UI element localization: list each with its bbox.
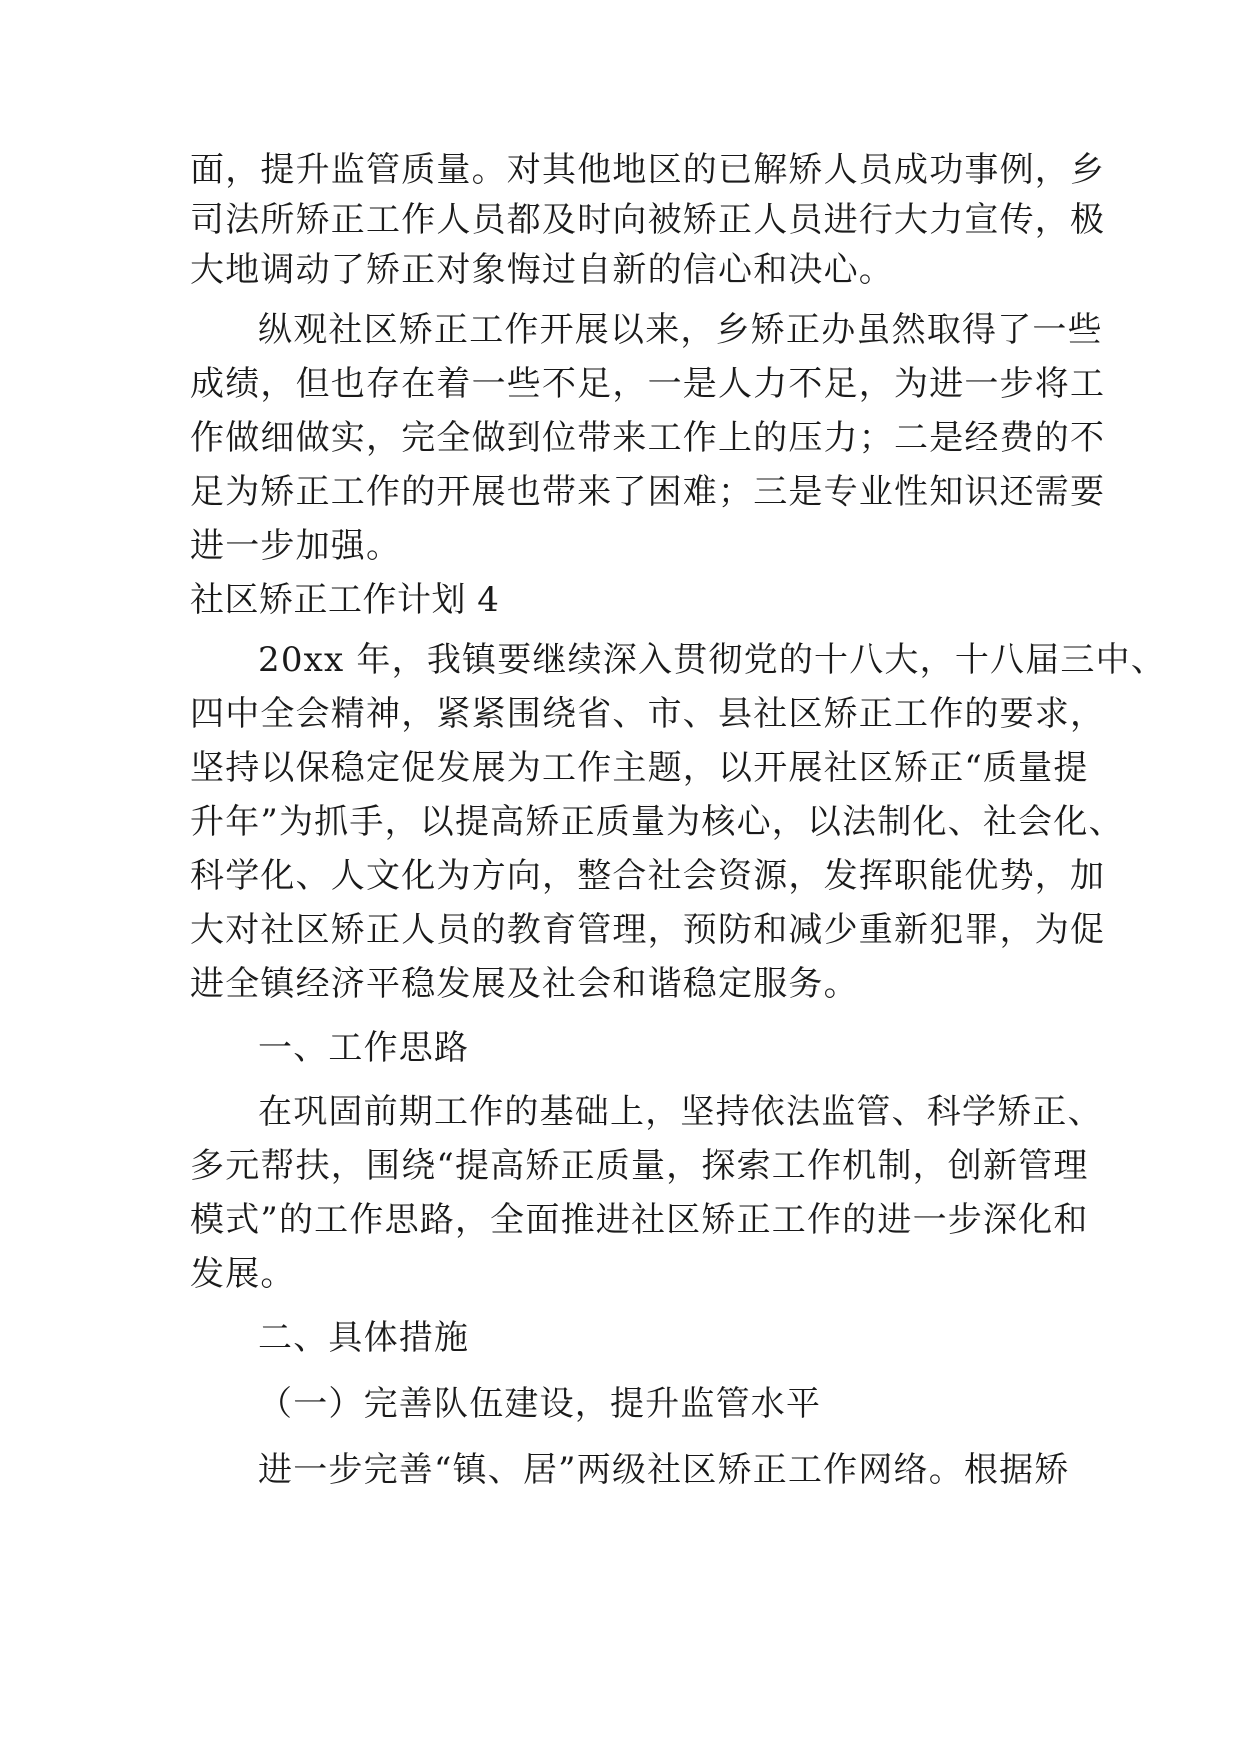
- section-heading: 一、工作思路: [258, 1028, 470, 1068]
- paragraph-line: 纵观社区矫正工作开展以来，乡矫正办虽然取得了一些: [258, 310, 1103, 350]
- paragraph-line: 坚持以保稳定促发展为工作主题，以开展社区矫正“质量提: [190, 748, 1089, 788]
- paragraph-line: 进一步加强。: [190, 526, 402, 566]
- paragraph-line: 发展。: [190, 1254, 296, 1294]
- paragraph-line: 模式”的工作思路，全面推进社区矫正工作的进一步深化和: [190, 1200, 1089, 1240]
- paragraph-line: 升年”为抓手，以提高矫正质量为核心，以法制化、社会化、: [190, 802, 1124, 842]
- section-heading: 二、具体措施: [258, 1318, 470, 1358]
- paragraph-line: 四中全会精神，紧紧围绕省、市、县社区矫正工作的要求，: [190, 694, 1106, 734]
- paragraph-line: 多元帮扶，围绕“提高矫正质量，探索工作机制，创新管理: [190, 1146, 1089, 1186]
- paragraph-line: 司法所矫正工作人员都及时向被矫正人员进行大力宣传，极: [190, 200, 1106, 240]
- paragraph-line: 作做细做实，完全做到位带来工作上的压力；二是经费的不: [190, 418, 1106, 458]
- paragraph-line: 大地调动了矫正对象悔过自新的信心和决心。: [190, 250, 894, 290]
- subsection-heading: （一）完善队伍建设，提升监管水平: [258, 1384, 822, 1424]
- paragraph-line: 面，提升监管质量。对其他地区的已解矫人员成功事例，乡: [190, 150, 1106, 190]
- section-title: 社区矫正工作计划 4: [190, 580, 500, 620]
- paragraph-line: 成绩，但也存在着一些不足，一是人力不足，为进一步将工: [190, 364, 1106, 404]
- paragraph-line: 科学化、人文化为方向，整合社会资源，发挥职能优势，加: [190, 856, 1106, 896]
- paragraph-line: 进全镇经济平稳发展及社会和谐稳定服务。: [190, 964, 859, 1004]
- paragraph-line: 大对社区矫正人员的教育管理，预防和减少重新犯罪，为促: [190, 910, 1106, 950]
- paragraph-line: 20xx 年，我镇要继续深入贯彻党的十八大，十八届三中、: [258, 640, 1167, 680]
- paragraph-line: 进一步完善“镇、居”两级社区矫正工作网络。根据矫: [258, 1450, 1070, 1490]
- paragraph-line: 在巩固前期工作的基础上，坚持依法监管、科学矫正、: [258, 1092, 1103, 1132]
- paragraph-line: 足为矫正工作的开展也带来了困难；三是专业性知识还需要: [190, 472, 1106, 512]
